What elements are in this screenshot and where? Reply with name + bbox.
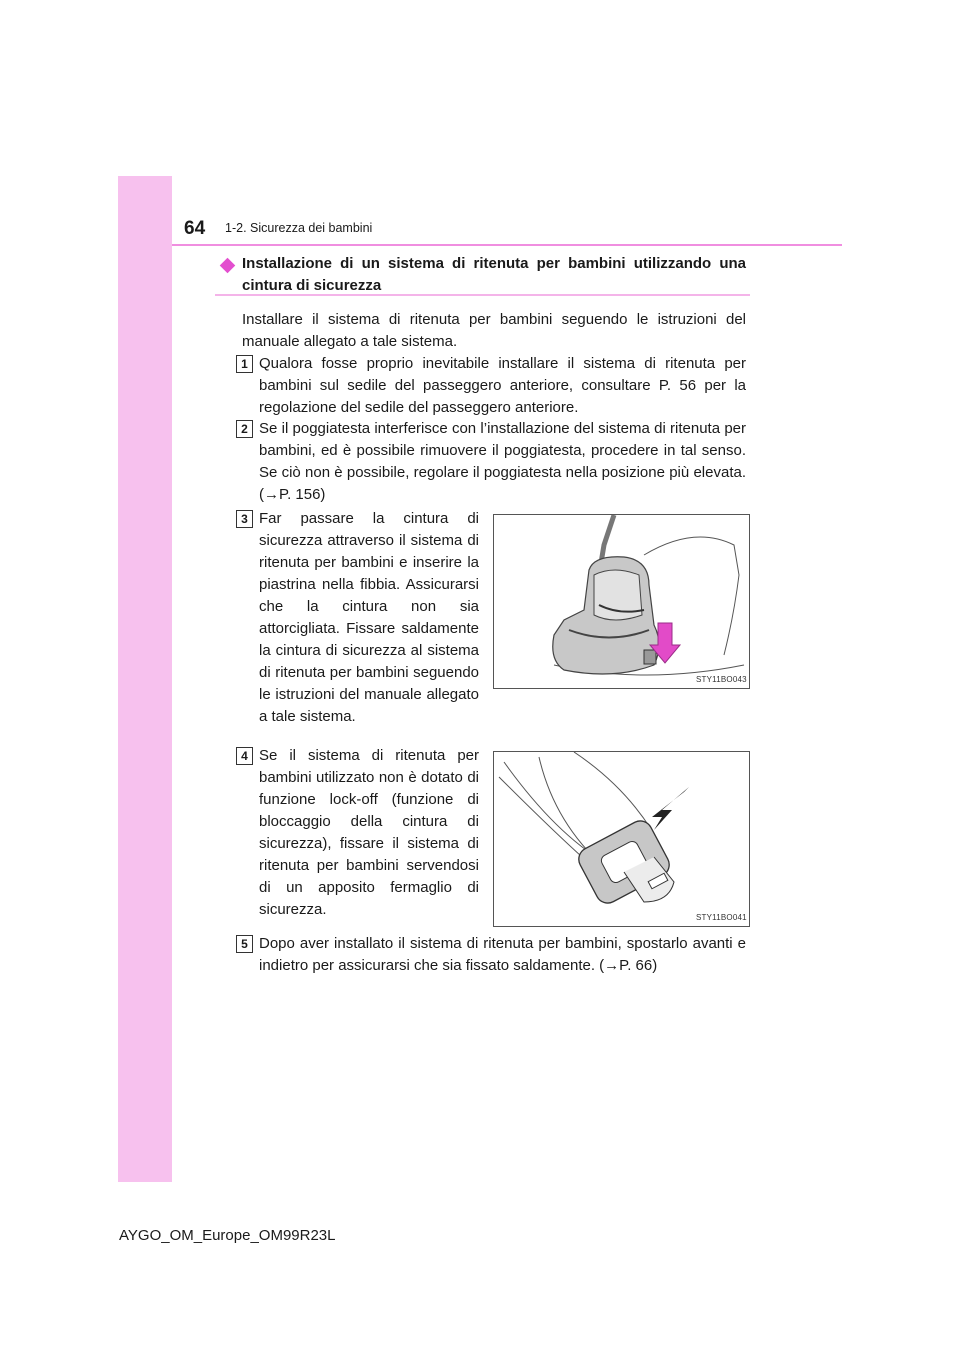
section-title: 1-2. Sicurezza dei bambini [225,221,373,235]
figure-child-seat-belt [493,514,750,689]
step-4-badge: 4 [236,747,253,765]
heading-rule [215,294,750,296]
step-3-badge: 3 [236,510,253,528]
side-tab [118,176,172,1182]
step-5-badge: 5 [236,935,253,953]
intro-paragraph: Installare il sistema di ritenuta per bambini seguendo le istruzioni del manuale allegato a tale sistema. [242,311,746,350]
figure-code: STY11BO041 [696,913,747,922]
page-number: 64 [184,218,206,239]
header-rule [172,244,842,246]
subsection-heading: Installazione di un sistema di ritenuta per bambini utilizzando una cintura di sicurezza [242,255,746,294]
step-4-text: Se il sistema di ritenuta per bambini utilizzato non è dotato di funzione lock-off (funzione di bloccaggio della cintura di sicurezza), fissare il sistema di ritenuta per bambini servendosi di un apposito fermaglio di sicurezza. [259,747,479,918]
step-2-badge: 2 [236,420,253,438]
diamond-bullet-icon [220,258,236,274]
child-seat-illustration [494,515,749,688]
locking-clip-illustration [494,752,749,926]
step-2-text: Se il poggiatesta interferisce con l’installazione del sistema di ritenuta per bambini, ed è possibile rimuovere il poggiatesta, procedere in tal senso. Se ciò non è possibile, regolare il poggiatesta nella posizione più elevata. (→P. 156) [259,420,746,503]
step-1-badge: 1 [236,355,253,373]
figure-code: STY11BO043 [696,675,747,684]
document-code: AYGO_OM_Europe_OM99R23L [119,1227,336,1244]
step-3-text: Far passare la cintura di sicurezza attraverso il sistema di ritenuta per bambini e inserire la piastrina nella fibbia. Assicurarsi che la cintura non sia attorcigliata. Fissare saldamente la cintura di sicurezza al sistema di ritenuta per bambini seguendo le istruzioni del manuale allegato a tale sistema. [259,510,479,725]
figure-locking-clip [493,751,750,927]
step-1-text: Qualora fosse proprio inevitabile installare il sistema di ritenuta per bambini sul sedile del passeggero anteriore, consultare P. 56 per la regolazione del sedile del passeggero anteriore. [259,355,746,416]
step-5-text: Dopo aver installato il sistema di ritenuta per bambini, spostarlo avanti e indietro per assicurarsi che sia fissato saldamente. (→P. 66) [259,935,746,974]
